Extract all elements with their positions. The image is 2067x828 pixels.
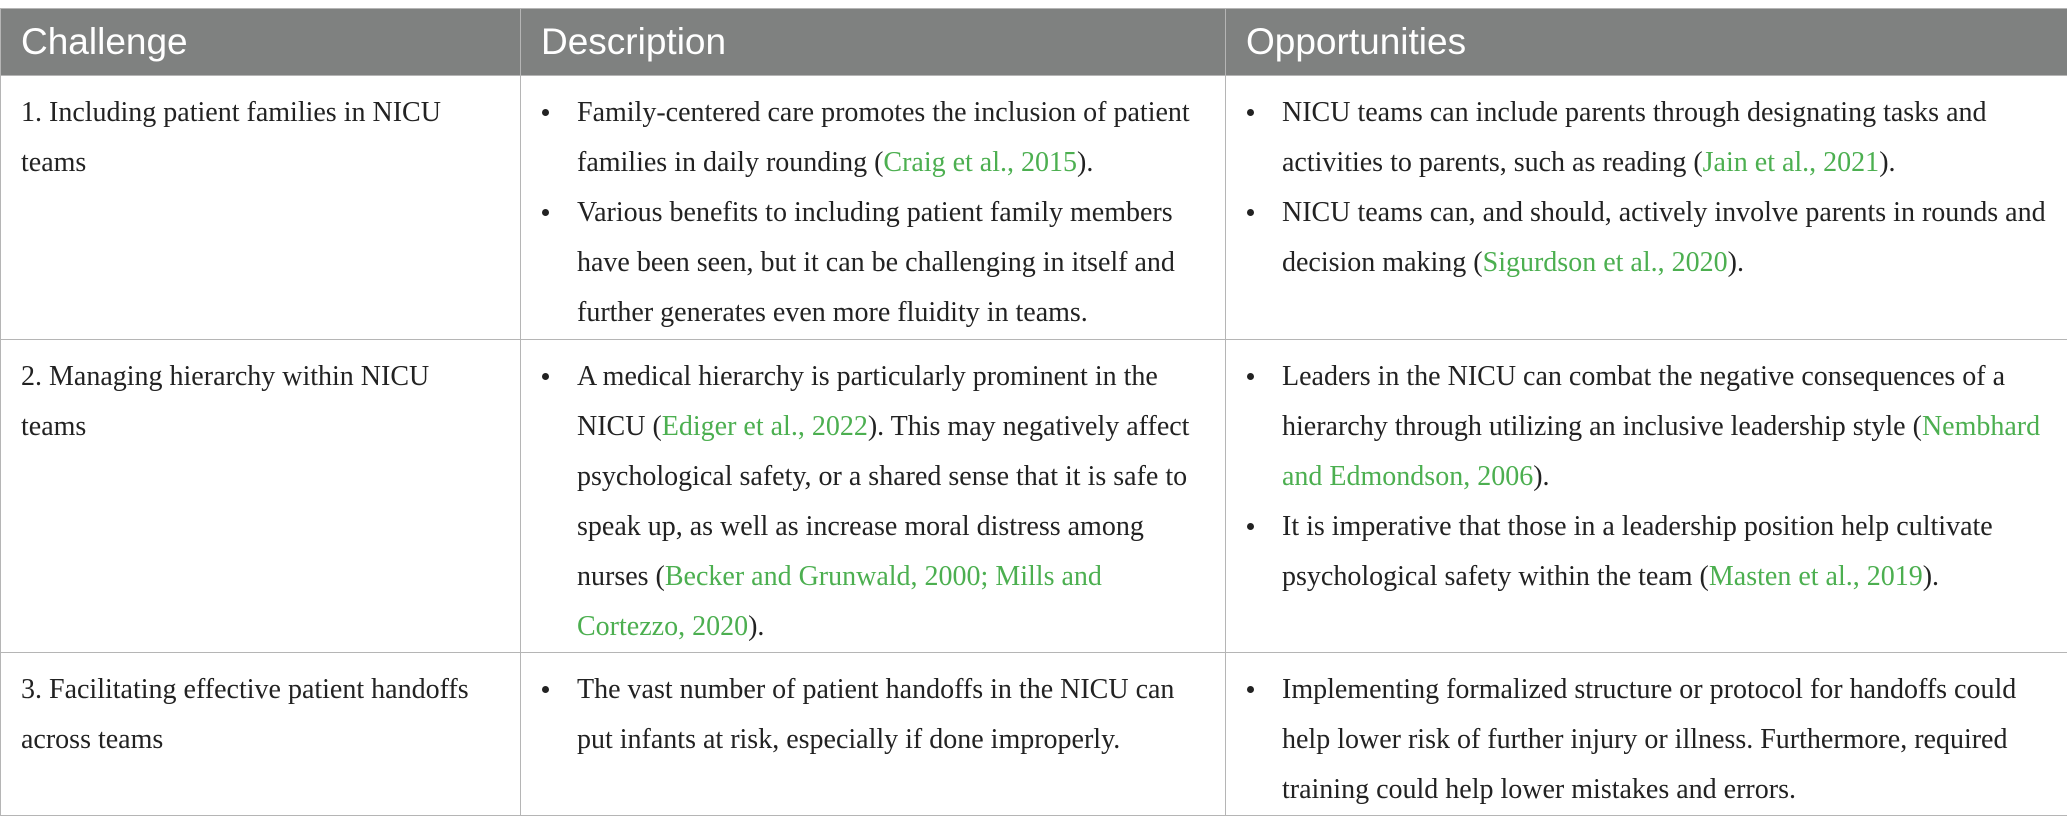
citation-link[interactable]: Jain et al., 2021 (1702, 147, 1880, 178)
list-item: A medical hierarchy is particularly prominent in the NICU (Ediger et al., 2022). This may negatively affect psychological safety, or a shared sense that it is safe to speak up, as well as increase moral distress among nurses (Becker and Grunwald, 2000; Mills and Cortezzo, 2020). (539, 352, 1209, 652)
list-item: NICU teams can, and should, actively involve parents in rounds and decision making (Sigurdson et al., 2020). (1244, 188, 2051, 288)
description-cell (521, 76, 1226, 340)
opportunities-cell (1226, 653, 2067, 816)
citation-link[interactable]: Masten et al., 2019 (1708, 561, 1923, 592)
list-item: The vast number of patient handoffs in the NICU can put infants at risk, especially if done improperly. (539, 665, 1209, 765)
bullet-icon (1247, 523, 1254, 530)
challenge-cell: 3. Facilitating effective patient handoffs across teams (1, 653, 521, 816)
opportunities-cell (1226, 76, 2067, 340)
bullet-icon (1247, 686, 1254, 693)
table-row (1, 653, 2067, 816)
bullet-icon (1247, 209, 1254, 216)
bullet-icon (542, 209, 549, 216)
challenge-cell: 2. Managing hierarchy within NICU teams (1, 340, 521, 653)
opportunities-cell (1226, 340, 2067, 653)
citation-link[interactable]: Sigurdson et al., 2020 (1482, 247, 1728, 278)
description-cell (521, 653, 1226, 816)
list-item: Family-centered care promotes the inclusion of patient families in daily rounding (Craig et al., 2015). (539, 88, 1209, 188)
table-row (1, 340, 2067, 653)
list-item: Various benefits to including patient family members have been seen, but it can be challenging in itself and further generates even more fluidity in teams. (539, 188, 1209, 338)
description-list (539, 88, 1209, 338)
list-item: It is imperative that those in a leadership position help cultivate psychological safety within the team (Masten et al., 2019). (1244, 502, 2051, 602)
challenges-table (0, 8, 2067, 816)
citation-link[interactable]: Becker and Grunwald, 2000; Mills and Cortezzo, 2020 (577, 561, 1102, 642)
citation-link[interactable]: Nembhard and Edmondson, 2006 (1282, 411, 2041, 492)
bullet-icon (1247, 109, 1254, 116)
opportunities-list (1244, 665, 2051, 815)
table-row (1, 76, 2067, 340)
bullet-icon (542, 373, 549, 380)
list-item: Leaders in the NICU can combat the negative consequences of a hierarchy through utilizing an inclusive leadership style (Nembhard and Edmondson, 2006). (1244, 352, 2051, 502)
bullet-icon (542, 686, 549, 693)
description-cell (521, 340, 1226, 653)
challenge-cell: 1. Including patient families in NICU teams (1, 76, 521, 340)
header-description: Description (521, 9, 1226, 76)
bullet-icon (1247, 373, 1254, 380)
list-item: NICU teams can include parents through designating tasks and activities to parents, such as reading (Jain et al., 2021). (1244, 88, 2051, 188)
opportunities-list (1244, 88, 2051, 288)
citation-link[interactable]: Ediger et al., 2022 (661, 411, 868, 442)
citation-link[interactable]: Craig et al., 2015 (883, 147, 1078, 178)
bullet-icon (542, 109, 549, 116)
header-row (1, 9, 2067, 76)
description-list (539, 352, 1209, 652)
description-list (539, 665, 1209, 765)
opportunities-list (1244, 352, 2051, 602)
header-opportunities: Opportunities (1226, 9, 2067, 76)
list-item: Implementing formalized structure or protocol for handoffs could help lower risk of further injury or illness. Furthermore, required training could help lower mistakes and errors. (1244, 665, 2051, 815)
header-challenge: Challenge (1, 9, 521, 76)
